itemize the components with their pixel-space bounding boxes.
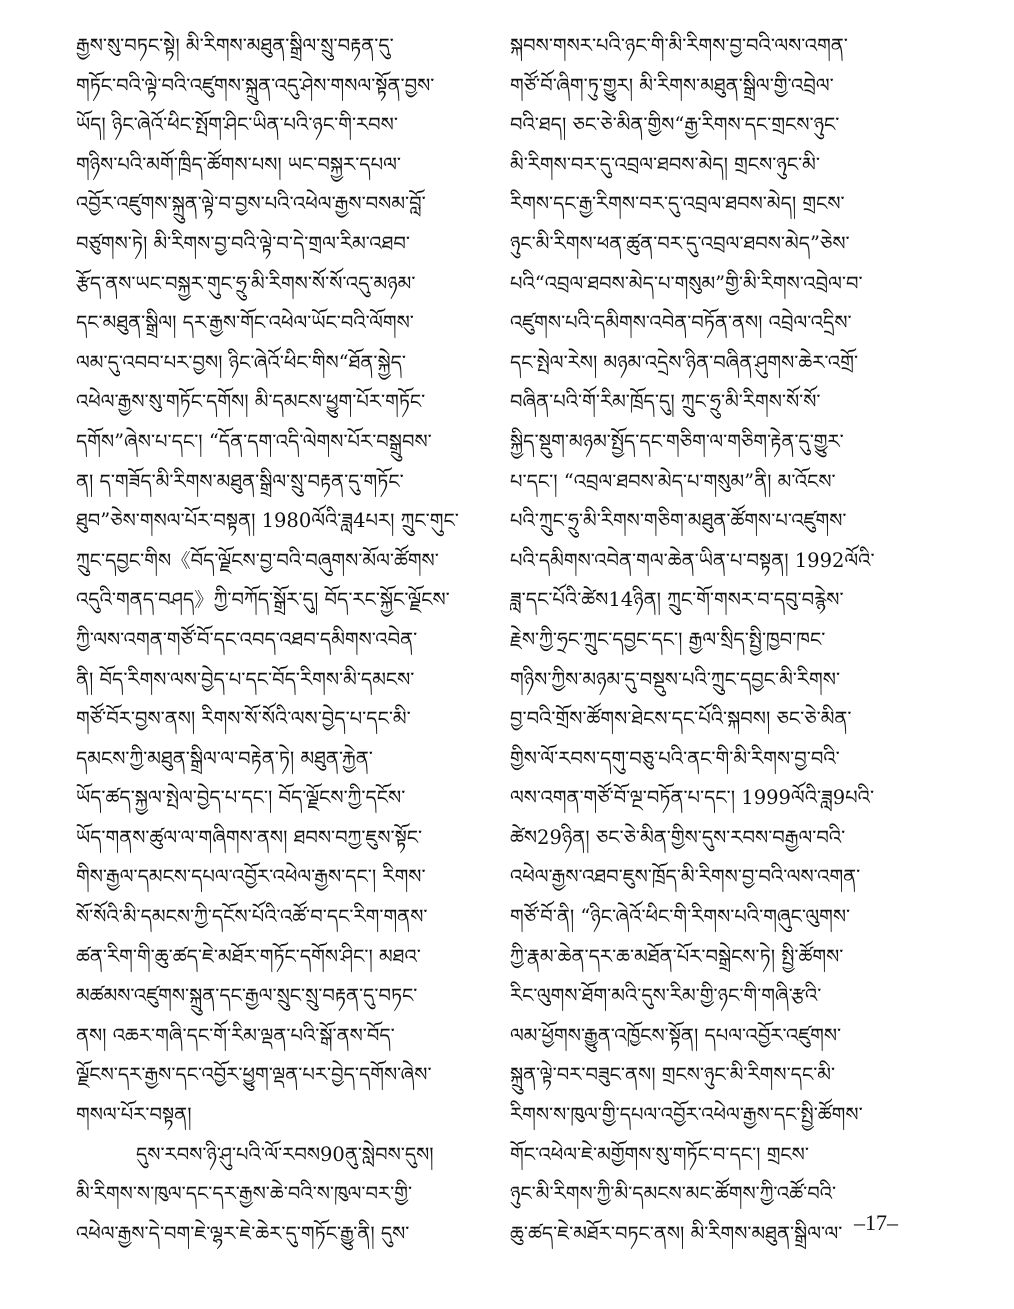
text-line: ཆུ་ཚད་ཇེ་མཐོར་བཏང་ནས། མི་རིགས་མཐུན་སྒྲིལ་ལ་ xyxy=(510,1221,843,1245)
text-line: སོ་སོའི་མི་དམངས་ཀྱི་དངོས་པོའི་འཚོ་བ་དང་རིག་གནས་ xyxy=(76,905,428,929)
text-line: འཕེལ་རྒྱས་འཐབ་ཇུས་ཁྲོད་མི་རིགས་བྱ་བའི་ལས་འགན་ xyxy=(510,865,861,889)
text-line: གིས་རྒྱལ་དམངས་དཔལ་འབྱོར་འཕེལ་རྒྱས་དང་། རིགས་ xyxy=(76,865,426,889)
text-line: ཚེས29ཉིན། ཅང་ཅེ་མིན་གྱིས་དུས་རབས་བརྒྱལ་བའི་ xyxy=(510,825,846,849)
text-line: རིང་ལུགས་ཐོག་མའི་དུས་རིམ་གྱི་ཉང་གི་གཞི་རྩའི་ xyxy=(510,984,822,1008)
text-line: ཀྱི་ལས་འགན་གཙོ་བོ་དང་འབད་འཐབ་དམིགས་འབེན་ xyxy=(76,627,418,651)
text-line: ལམ་ཕྱོགས་རྒྱུན་འཁྱོངས་སྟོན། དཔལ་འབྱོར་འཛུགས་ xyxy=(510,1023,842,1047)
text-line: ཡོད། ཉིང་ཞེའོ་ཕིང་སྤོག་ཤིང་ཡིན་པའི་ཉང་གི་རབས་ xyxy=(76,113,398,137)
text-line: འབྱོར་འཛུགས་སྐྲུན་ལྟེ་བ་བྱས་པའི་འཕེལ་རྒྱས་བསམ་བློ་ xyxy=(76,192,426,216)
text-line: ཀྱི་རྣམ་ཆེན་དར་ཆ་མཐོན་པོར་བསྒྲེངས་ཏེ། སྤྱི་ཚོགས་ xyxy=(510,944,844,968)
text-line: མི་རིགས་ས་ཁུལ་དང་དར་རྒྱས་ཆེ་བའི་ས་ཁུལ་བར་གྱི་ xyxy=(76,1182,413,1206)
text-line: པའི་དམིགས་འབེན་གལ་ཆེན་ཡིན་པ་བསྟན། 1992ལོའི་ xyxy=(510,548,875,572)
left-column xyxy=(76,26,504,1253)
text-line: ལྗོངས་དར་རྒྱས་དང་འབྱོར་ཕྱུག་ལྡན་པར་བྱེད་དགོས་ཞེས་ xyxy=(76,1063,432,1087)
text-line: མཚམས་འཛུགས་སྐྲུན་དང་རྒྱལ་སྲུང་སྲུ་བརྟན་དུ་བཏང་ xyxy=(76,984,418,1008)
text-line: གཉིས་ཀྱིས་མཉམ་དུ་བསྡུས་པའི་ཀྲུང་དབྱང་མི་རིགས་ xyxy=(510,667,841,691)
text-line: དམངས་ཀྱི་མཐུན་སྒྲིལ་ལ་བརྟེན་ཏེ། མཐུན་རྐྱེན་ xyxy=(76,746,373,770)
text-line: ལམ་དུ་འབབ་པར་བྱས། ཉིང་ཞེའོ་ཕིང་གིས“ཐོན་སྐྱེད་ xyxy=(76,350,407,374)
page-number: –17– xyxy=(854,1210,898,1235)
text-line: ཐུབ”ཅེས་གསལ་པོར་བསྟན། 1980ལོའི་ཟླ4པར། ཀྲུང་གུང་ xyxy=(76,509,459,533)
text-line: གཉིས་པའི་མགོ་ཁྲིད་ཚོགས་པས། ཡང་བསྐྱར་དཔལ་ xyxy=(76,152,401,176)
text-line: སྐྲུན་ལྟེ་བར་བཟུང་ནས། གྲངས་ཉུང་མི་རིགས་དང་མི་ xyxy=(510,1063,836,1087)
text-line: ཡོད་ཚད་སྐྱལ་སྤེལ་བྱེད་པ་དང་། བོད་ལྗོངས་ཀྱི་དངོས་ xyxy=(76,786,406,810)
text-line: རྩོད་ནས་ཡང་བསྐྱར་གུང་ཧྲུ་མི་རིགས་སོ་སོ་འདུ་མཉམ་ xyxy=(76,271,416,295)
text-line: གོང་འཕེལ་ཇེ་མགྱོགས་སུ་གཏོང་བ་དང་། གྲངས་ xyxy=(510,1142,809,1166)
text-line: རྗེས་ཀྱི་ཧྲང་ཀྲུང་དབྱང་དང་། རྒྱལ་སྲིད་སྤྱི་ཁྱབ་ཁང་ xyxy=(510,627,826,651)
text-line: པའི“འབྲལ་ཐབས་མེད་པ་གསུམ”གྱི་མི་རིགས་འབྲེལ་བ་ xyxy=(510,271,863,295)
text-line: པ་དང་། “འབྲལ་ཐབས་མེད་པ་གསུམ”ནི། མ་འོངས་ xyxy=(510,469,836,493)
text-line: དང་མཐུན་སྒྲིལ། དར་རྒྱས་གོང་འཕེལ་ཡོང་བའི་ལོགས་ xyxy=(76,311,414,335)
text-line: གཙོ་བོ་ནི། “ཉིང་ཞེའོ་ཕིང་གི་རིགས་པའི་གཞུང་ལུགས་ xyxy=(510,905,851,929)
text-line: དགོས”ཞེས་པ་དང་། “དོན་དག་འདི་ལེགས་པོར་བསྒྲུབས་ xyxy=(76,429,432,453)
text-line: བྱ་བའི་གྲོས་ཚོགས་ཐེངས་དང་པོའི་སྐབས། ཅང་ཅེ་མིན་ xyxy=(510,707,852,731)
text-line: རིགས་ས་ཁུལ་གྱི་དཔལ་འབྱོར་འཕེལ་རྒྱས་དང་སྤྱི་ཚོགས་ xyxy=(510,1103,863,1127)
text-line: གཏོང་བའི་ལྟེ་བའི་འཛུགས་སྐྲུན་འདུ་ཤེས་གསལ་སྟོན་བྱས་ xyxy=(76,73,435,97)
right-column xyxy=(510,26,938,1253)
text-line: ཟླ་དང་པོའི་ཚེས14ཉིན། ཀྲུང་གོ་གསར་བ་དབུ་བརྙེས་ xyxy=(510,588,844,612)
text-line: མི་རིགས་བར་དུ་འབྲལ་ཐབས་མེད། གྲངས་ཉུང་མི་ xyxy=(510,152,820,176)
text-line: གྱིས་ལོ་རབས་དགུ་བཅུ་པའི་ནང་གི་མི་རིགས་བྱ་བའི་ xyxy=(510,746,840,770)
text-line: བཙུགས་ཏེ། མི་རིགས་བྱ་བའི་ལྟེ་བ་དེ་གྲལ་རིམ་འཐབ་ xyxy=(76,231,410,255)
text-line: དང་སྤེལ་རེས། མཉམ་འདྲེས་ཉིན་བཞིན་ཤུགས་ཆེར་འགྲོ་ xyxy=(510,350,859,374)
text-line: འཕེལ་རྒྱས་དེ་བག་ཇེ་ལྷར་ཇེ་ཆེར་དུ་གཏོང་རྒྱུ་ནི། དུས་ xyxy=(76,1221,410,1245)
text-line: གསལ་པོར་བསྟན། xyxy=(76,1103,192,1127)
text-line: འཛུགས་པའི་དམིགས་འབེན་བཏོན་ནས། འབྲེལ་འདྲིས་ xyxy=(510,311,852,335)
text-line: དུས་རབས་ཉི་ཤུ་པའི་ལོ་རབས90ནུ་སླེབས་དུས། xyxy=(136,1142,434,1166)
text-line: པའི་ཀྲུང་ཧྲུ་མི་རིགས་གཅིག་མཐུན་ཚོགས་པ་འཛུགས་ xyxy=(510,509,847,533)
text-line: ཀྲུང་དབྱང་གིས《བོད་ལྗོངས་བྱ་བའི་བཞུགས་མོལ་ཚོགས་ xyxy=(76,548,439,572)
text-line: རྒྱས་སུ་བཏང་སྟེ། མི་རིགས་མཐུན་སྒྲིལ་སྲུ་བརྟན་དུ་ xyxy=(76,34,394,57)
text-line: རིགས་དང་རྒྱ་རིགས་བར་དུ་འབྲལ་ཐབས་མེད། གྲངས་ xyxy=(510,192,845,216)
text-line: ནས། འཆར་གཞི་དང་གོ་རིམ་ལྡན་པའི་སྒོ་ནས་བོད་ xyxy=(76,1023,395,1047)
text-line: ལས་འགན་གཙོ་བོ་ལྔ་བཏོན་པ་དང་། 1999ལོའི་ཟླ9པའི་ xyxy=(510,786,875,810)
text-line: བཞིན་པའི་གོ་རིམ་ཁྲོད་དུ། ཀྲུང་ཧྲུ་མི་རིགས་སོ་སོ་ xyxy=(510,390,821,414)
text-line: ཡོད་གནས་ཚུལ་ལ་གཞིགས་ནས། ཐབས་བཀྱ་ཇུས་སྟོང་ xyxy=(76,825,423,849)
text-line: ཉུང་མི་རིགས་ཕན་ཚུན་བར་དུ་འབྲལ་ཐབས་མེད”ཅེས་ xyxy=(510,231,850,255)
text-line: ན། ད་གཟོད་མི་རིགས་མཐུན་སྒྲིལ་སྲུ་བརྟན་དུ་གཏོང་ xyxy=(76,469,404,493)
text-line: འཕེལ་རྒྱས་སུ་གཏོང་དགོས། མི་དམངས་ཕྱུག་པོར་གཏོང་ xyxy=(76,390,426,414)
text-line: གཙོ་བོར་བྱས་ནས། རིགས་སོ་སོའི་ལས་བྱེད་པ་དང་མི་ xyxy=(76,707,411,731)
text-line: ཚན་རིག་གི་ཆུ་ཚད་ཇེ་མཐོར་གཏོང་དགོས་ཤིང་། མཐའ་ xyxy=(76,944,421,968)
text-line: བའི་ཐད། ཅང་ཅེ་མིན་གྱིས“རྒྱ་རིགས་དང་གྲངས་ཉུང་ xyxy=(510,113,840,137)
text-line: སྐབས་གསར་པའི་ཉང་གི་མི་རིགས་བྱ་བའི་ལས་འགན་ xyxy=(510,34,848,57)
text-line: ནི། བོད་རིགས་ལས་བྱེད་པ་དང་བོད་རིགས་མི་དམངས་ xyxy=(76,667,415,691)
text-line: གཙོ་བོ་ཞིག་ཏུ་གྱུར། མི་རིགས་མཐུན་སྒྲིལ་གྱི་འབྲེལ་ xyxy=(510,73,834,97)
text-line: འདུའི་གནད་བཤད》ཀྱི་བཀོད་སྒྲོར་དུ། བོད་རང་སྐྱོང་ལྗོངས་ xyxy=(76,588,450,612)
text-line: སྐྱིད་སྡུག་མཉམ་སྤྱོད་དང་གཅིག་ལ་གཅིག་རྟེན་དུ་གྱུར་ xyxy=(510,429,844,453)
text-line: ཉུང་མི་རིགས་ཀྱི་མི་དམངས་མང་ཚོགས་ཀྱི་འཚོ་བའི་ xyxy=(510,1182,837,1206)
